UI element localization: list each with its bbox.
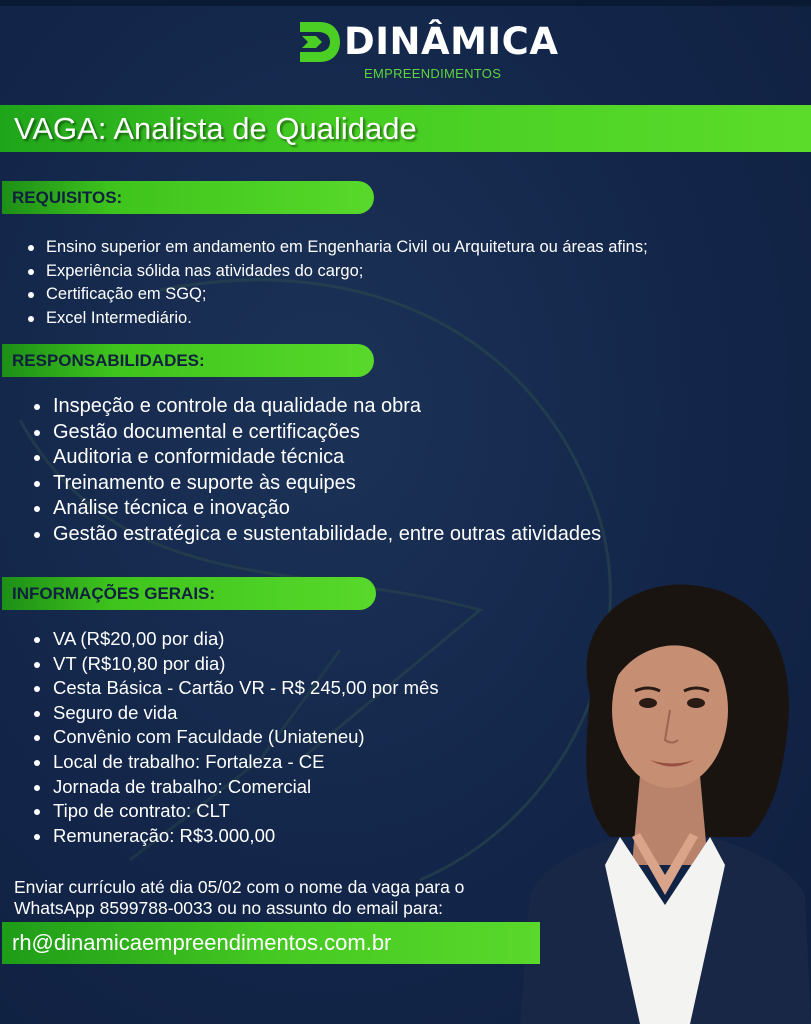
list-item: Análise técnica e inovação — [28, 496, 601, 522]
list-item: Ensino superior em andamento em Engenharia Civil ou Arquitetura ou áreas afins; — [20, 236, 648, 260]
footer-line-2: WhatsApp 8599788-0033 ou no assunto do email para: — [14, 898, 444, 918]
requisitos-list — [20, 236, 648, 330]
heading-label: RESPONSABILIDADES: — [12, 351, 205, 370]
list-item: Convênio com Faculdade (Uniateneu) — [28, 725, 439, 750]
company-logo — [298, 18, 559, 84]
list-item: Treinamento e suporte às equipes — [28, 471, 601, 497]
logo-name: DINÂMICA — [344, 20, 559, 63]
list-item: VA (R$20,00 por dia) — [28, 627, 439, 652]
section-heading-informacoes — [2, 577, 376, 610]
informacoes-list — [28, 627, 439, 848]
responsabilidades-list — [28, 394, 601, 547]
list-item: Gestão estratégica e sustentabilidade, entre outras atividades — [28, 522, 601, 548]
list-item: Certificação em SGQ; — [20, 283, 648, 307]
heading-label: REQUISITOS: — [12, 188, 123, 207]
list-item: Gestão documental e certificações — [28, 420, 601, 446]
list-item: Auditoria e conformidade técnica — [28, 445, 601, 471]
woman-portrait-photo — [520, 575, 811, 1024]
list-item: VT (R$10,80 por dia) — [28, 652, 439, 677]
list-item: Cesta Básica - Cartão VR - R$ 245,00 por mês — [28, 676, 439, 701]
footer-instructions — [14, 877, 464, 919]
heading-label: INFORMAÇÕES GERAIS: — [12, 584, 216, 603]
email-bar — [2, 922, 540, 964]
list-item: Inspeção e controle da qualidade na obra — [28, 394, 601, 420]
contact-email: rh@dinamicaempreendimentos.com.br — [12, 930, 392, 955]
list-item: Experiência sólida nas atividades do cargo; — [20, 260, 648, 284]
title-bar — [0, 105, 811, 152]
list-item: Seguro de vida — [28, 701, 439, 726]
job-title: VAGA: Analista de Qualidade — [14, 111, 417, 146]
logo-subtitle: EMPREENDIMENTOS — [364, 66, 502, 81]
list-item: Local de trabalho: Fortaleza - CE — [28, 750, 439, 775]
arrow-d-logo-icon — [298, 20, 342, 64]
list-item: Remuneração: R$3.000,00 — [28, 824, 439, 849]
section-heading-responsabilidades — [2, 344, 374, 377]
list-item: Tipo de contrato: CLT — [28, 799, 439, 824]
section-heading-requisitos — [2, 181, 374, 214]
list-item: Excel Intermediário. — [20, 307, 648, 331]
list-item: Jornada de trabalho: Comercial — [28, 775, 439, 800]
footer-line-1: Enviar currículo até dia 05/02 com o nome da vaga para o — [14, 877, 465, 897]
